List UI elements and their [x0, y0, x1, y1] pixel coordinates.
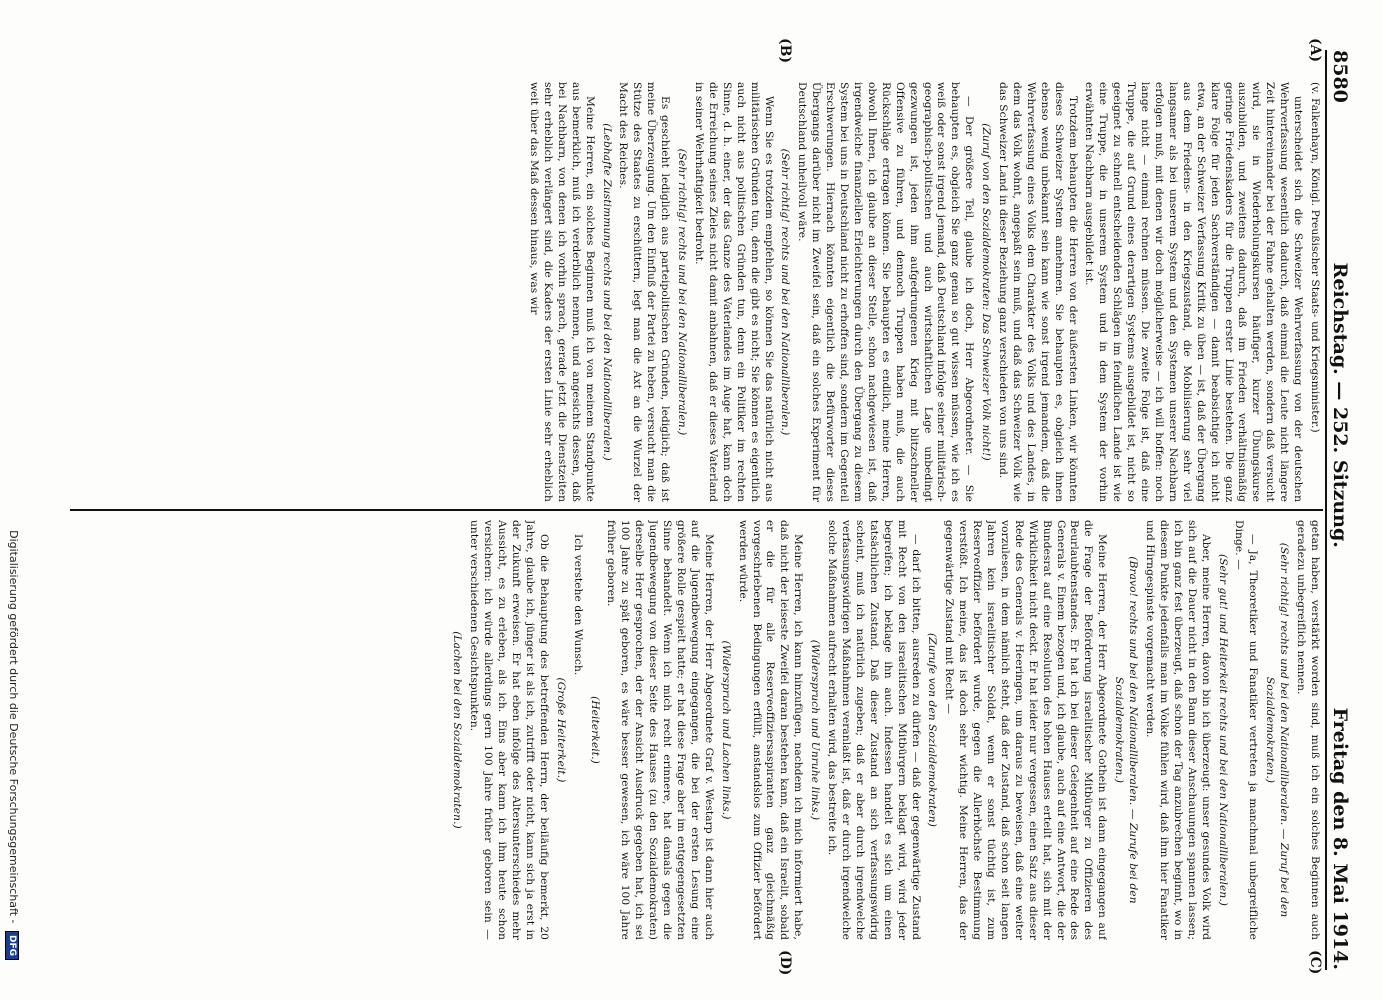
margin-marker-d: (D) — [777, 950, 793, 976]
paragraph: Ob die Behauptung des betreffenden Herrn, der beiläufig bemerkt, 20 Jahre, glaube ich, jünger ist als ich, zutrifft oder nicht, kann sich ja erst in der Zukunft erweisen. Er hat eben infolge des Altersunterschiedes mehr Aussicht, es zu erleben, als ich. Eins aber kann ich ihm heute schon versichern: ich würde allerdings gern 100 Jahre früher geboren sein — unter verschiedenen Gesichtspunkten. — [468, 520, 550, 940]
right-column — [70, 520, 1321, 940]
interjection: (Bravo! rechts und bei den Nationalliberalen. — Zurufe bei den Sozialdemokraten.) — [1113, 556, 1140, 904]
paragraph: Meine Herren, ich kann hinzufügen, nachdem ich mich informiert habe, daß nicht der leiseste Zweifel daran bestehen kann, daß ein Israelit, sobald er die für alle Reserveoffiziersaspiranten ganz gleichmäßig vorgeschriebenen Bedingungen erfüllt, anstandslos zum Offizier befördert werden würde. — [736, 520, 805, 940]
paragraph: Aber, meine Herren, davon bin ich überzeugt: unser gesundes Volk wird sich auf die Dauer nicht in den Bann dieser Anschauungen spannen lassen; ich bin ganz fest überzeugt, daß schon der Tag anzubrechen beginnt, wo in diesem Punkte jedenfalls man im Volke fühlen wird, daß ihm hier Fanatiker und Hirngespinste vorgemacht werden. — [1144, 520, 1212, 940]
interjection: (Sehr richtig! rechts und bei den Nationalliberalen. — Zuruf bei den Sozialdemokraten.) — [1264, 542, 1291, 918]
column-divider — [70, 509, 1323, 511]
margin-marker-a: (A) — [1307, 38, 1323, 63]
paragraph: Meine Herren, der Herr Abgeordnete Graf v. Westarp ist dann hier auch auf die Jugendbewegung eingegangen, die bei der ersten Lesung eine größere Rolle gespielt hatte; er hat diese Frage aber im entgegengesetzten Sinne behandelt. Wenn ich mich recht erinnere, hat damals gegen die Jugendbewegung von dieser Seite des Hauses (zu den Sozialdemokraten) derselbe Herr gesprochen, der der Ansicht Ausdruck gegeben hat, ich sei 100 Jahre zu spät geboren, es wäre besser gewesen, ich wäre 100 Jahre früher geboren. — [605, 520, 715, 940]
header-title: Reichstag. — 252. Sitzung. — [1329, 262, 1351, 548]
interjection: (Lachen bei den Sozialdemokraten.) — [451, 631, 464, 829]
interjection: (Große Heiterkeit.) — [554, 677, 567, 783]
interjection: (Heiterkeit.) — [588, 696, 601, 764]
paragraph: — darf ich bitten, ausreden zu dürfen — daß der gegenwärtige Zustand mit Recht von den israelitischen Mitbürgern beklagt wird, wird jeder begreifen; ich beklage ihn auch. Indessen handelt es sich um einen tatsächlichen Zustand. Daß dieser Zustand an sich verfassungswidrig scheint, muß ich natürlich zugeben; daß er aber durch irgendwelche verfassungswidrigen Maßnahmen veranlaßt ist, daß er durch irgendwelche solche Maßnahmen aufrecht erhalten wird, das bestreite ich. — [826, 520, 922, 940]
page-number: 8580 — [1329, 50, 1351, 103]
paragraph: Meine Herren, ein solches Beginnen muß ich von meinem Standpunkte aus bemerklich, muß ich verderblich nennen, und angesichts dessen, daß bei Nachbarn, von denen ich vorhin sprach, gerade jetzt die Dienstzeiten sehr erheblich verlängert sind, die Kaders der ersten Linie sehr erheblich weit über das Maß dessen hinaus, was wir — [528, 82, 596, 502]
paragraph: Es geschieht lediglich aus parteipolitischen Gründen, lediglich; daß ist meine Überzeugung. Um den Einfluß der Partei zu heben, versucht man die Stütze des Staates zu erschüttern, legt man die Axt an die Wurzel der Macht des Reiches. — [617, 82, 672, 502]
paragraph: Meine Herren, der Herr Abgeordnete Gothein ist dann eingegangen auf die Frage der Beförderung israelitischer Mitbürger zu Offizieren des Beurlaubtenstandes. Er hat ich bei dieser Gelegenheit auf eine Rede des Generals v. Einem bezogen und, ich glaube, auch auf eine Antwort, die der Bundesrat auf eine Resolution des hohen Hauses erteilt hat, sich mit der Wirklichkeit nicht deckt. Er hat leider nur vergessen, einen Satz aus dieser Rede des Generals v. Heeringen, um daraus zu beweisen, daß eine weiter vorzulesen, in dem nämlich steht, daß der Zustand, daß schon seit langen Jahren kein israelitischer Soldat, wenn er sonst tüchtig ist, zum Reserveoffizier befördert wurde, gegen die Allerhöchste Bestimmung verstößt. Ich meine, das ist doch sehr wichtig. Meine Herren, das der gegenwärtige Zustand mit Recht — — [943, 520, 1109, 940]
interjection: (Widerspruch und Lachen links.) — [719, 640, 732, 820]
paragraph: Trotzdem behaupten die Herren von der äußersten Linken, wir könnten dieses Schweizer System annehmen. Sie behaupten es, obgleich ihnen ebenso wenig unbekannt sein kann wie sonst irgend jemandem, daß die Wehrverfassung eines Volks dem Charakter des Volks und des Landes, in dem das Volk wohnt, angepaßt sein muß, und daß das Schweizer Volk wie das Schweizer Land in dieser Beziehung ganz verschieden von uns sind. — [997, 82, 1079, 502]
paragraph: getan haben, verstärkt worden sind, muß ich ein solches Beginnen auch geradezu unbegreiflich nennen. — [1295, 520, 1321, 940]
paragraph: — Ja, Theoretiker und Fanatiker vertreten ja manchmal unbegreifliche Dinge. — — [1233, 520, 1260, 940]
digitization-credit — [2, 0, 20, 1000]
paragraph: Wenn Sie es trotzdem empfehlen, so können Sie das natürlich nicht aus militärischen Gründen tun, denn die gibt es nicht; Sie können es eigentlich auch nicht aus politischen Gründen tun, denn ein Politiker im rechten Sinne, d. h. einer, der das Ganze des Vaterlandes im Auge hat, kann doch die Erreichung seines Zieles nicht damit anbahnen, daß er dieses Vaterland in seiner Wehrhaftigkeit bedroht. — [693, 82, 775, 502]
speaker-intro: (v. Falkenhayn, Königl. Preußischer Staats- und Kriegsminister.) — [1309, 82, 1321, 433]
running-header — [1325, 50, 1365, 970]
header-date: Freitag den 8. Mai 1914. — [1329, 707, 1351, 970]
interjection: (Lebhafte Zustimmung rechts und bei den Nationalliberalen.) — [600, 123, 613, 461]
interjection: (Sehr richtig! rechts und bei den Nationalliberalen.) — [676, 148, 689, 436]
left-column — [70, 82, 1321, 502]
paragraph: Ich verstehe den Wunsch. — [571, 534, 584, 676]
interjection: (Zurufe von den Sozialdemokraten) — [926, 633, 939, 827]
interjection: (Sehr gut! und Heiterkeit rechts und bei den Nationalliberalen.) — [1216, 553, 1229, 907]
margin-marker-c: (C) — [1307, 950, 1323, 975]
credit-text: Digitalisierung gefördert durch die Deutsche Forschungsgemeinschaft - — [7, 530, 20, 924]
paragraph: unterscheidet sich die Schweizer Wehrverfassung von der deutschen Wehrverfassung wesentlich dadurch, daß einmal die Leute nicht längere Zeit hintereinander bei der Fahne gehalten werden, sondern daß versucht wird, sie in Wiederholungskursen häufiger, kurzer Übungskurse auszubilden, und zweitens dadurch, daß im Frieden verhältnismäßig geringe Friedenskaders für die Truppen erster Linie bestehen. Die ganz klare Folge für jeden Sachverständigen — damit beabsichtige ich nicht etwa, an der Schweizer Verfassung Kritik zu üben — ist, daß der Übergang aus dem Friedens- in den Kriegszustand, die Mobilisierung sehr viel langsamer als bei unserem System und den Systemen unserer Nachbarn erfolgen muß, mit denen wir doch möglicherweise — ich will hoffen: noch lange nicht — einmal rechnen müssen. Die zweite Folge ist, daß eine Truppe, die auf Grund eines derartigen Systems ausgebildet ist, nicht so geeignet zu schnell entscheidenden Schlägen im feindlichen Lande ist wie eine Truppe, die in unserem System und in dem System der vorhin erwähnten Nachbarn ausgebildet ist. — [1083, 82, 1305, 502]
margin-marker-b: (B) — [777, 38, 793, 64]
dfg-logo: DFG — [5, 931, 19, 960]
interjection: (Widerspruch und Unruhe links.) — [809, 639, 822, 821]
paragraph: — Der größere Teil, glaube ich doch, Herr Abgeordneter. — Sie behaupten es, obgleich Sie ganz genau so gut wissen müssen, wie ich es weiß oder sonst irgend jemand, daß Deutschland infolge seiner militärisch-geographisch-politischen und auch wirtschaftlichen Lage unbedingt gezwungen ist, jeden ihm aufgedrungenen Krieg mit blitzschneller Offensive zu führen, und dennoch Truppen haben muß, die auch Rückschläge ertragen können. Sie behaupten es endlich, meine Herren, obwohl Ihnen, ich glaube an dieser Stelle, schon nachgewiesen ist, daß irgendwelche finanziellen Erleichterungen durch den Übergang zu diesem System bei uns in Deutschland nicht zu erhoffen sind, sondern im Gegenteil Erschwerungen. Hiernach könnten eigentlich die Befürworter dieses Übergangs darüber nicht im Zweifel sein, daß ein solches Experiment für Deutschland unheilvoll wäre. — [796, 82, 976, 502]
interjection: (Zuruf von den Sozialdemokraten: Das Schweizer Volk nicht!) — [980, 123, 993, 461]
interjection: (Sehr richtig! rechts und bei den Nationalliberalen.) — [779, 148, 792, 436]
